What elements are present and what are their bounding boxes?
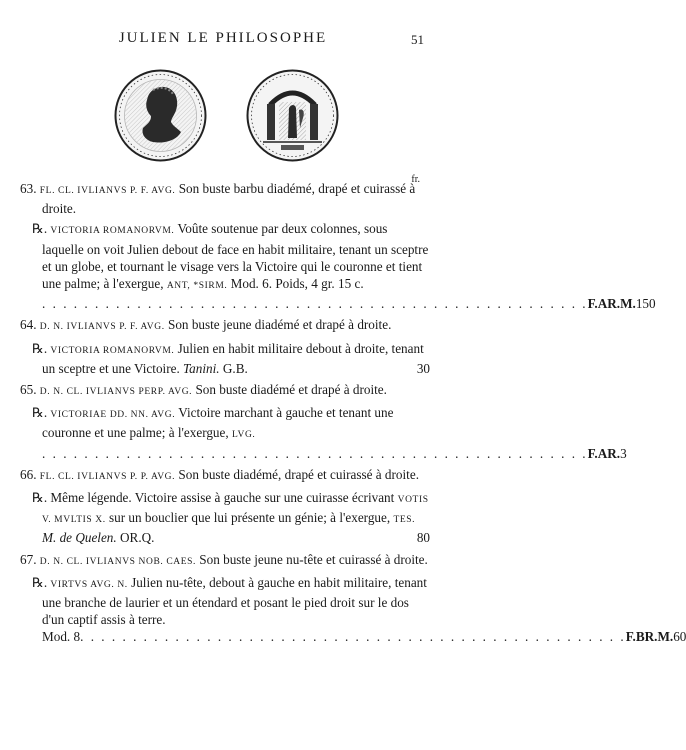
leader-line: . . . . . . . . . . . . . . . . . . . . . . . . . . . . . . . . . . . . . . . . . . . . . . . . . . . . F.AR. 3 (42, 445, 627, 461)
obverse-legend: D. N. CL. IVLIANVS NOB. CAES. (39, 556, 196, 567)
entry-obverse (20, 316, 430, 336)
reverse-mark: ℞. (32, 221, 48, 237)
obverse-description: Son buste diadémé, drapé et cuirassé à droite. (178, 466, 419, 482)
catalog-entry-67 (20, 551, 686, 646)
reverse-description: Julien en habit militaire debout à droite, tenant un sceptre et une Victoire. (42, 340, 424, 376)
reverse-mark: ℞. (32, 405, 48, 421)
entry-details: Mod. 6. Poids, 4 gr. 15 c. (230, 276, 364, 292)
price: 80 (416, 530, 430, 546)
reverse-mark: ℞. (32, 490, 48, 506)
reverse-description: Julien nu-tête, debout à gauche en habit militaire, tenant une branche de laurier et un étendard et posant le pied droit sur le dos d'un captif assis à terre. (42, 574, 427, 628)
obverse-legend: FL. CL. IVLIANVS P. F. AVG. (39, 186, 176, 196)
reverse-mark: ℞. (32, 340, 48, 356)
price: 30 (416, 360, 430, 376)
entry-reverse (20, 489, 430, 547)
reverse-legend: VICTORIAE DD. NN. AVG. (50, 410, 176, 421)
reverse-description: Même légende. Victoire assise à gauche sur une cuirasse écrivant (50, 490, 395, 506)
collection-name: Tanini. (183, 360, 220, 376)
metal-code: OR.Q. (120, 530, 155, 546)
entry-reverse (20, 220, 656, 312)
entry-obverse (20, 466, 430, 486)
page-number: 51 (411, 32, 424, 47)
obverse-description: Son buste barbu diadémé, drapé et cuirassé à droite. (42, 181, 416, 217)
catalog-entries (20, 180, 686, 650)
price-column-label: fr. (411, 174, 420, 185)
catalog-entry-64 (20, 316, 430, 377)
entry-number: 65. (20, 382, 37, 398)
entry-reverse (20, 574, 686, 646)
reverse-legend: VICTORIA ROMANORVM. (50, 226, 175, 237)
collection-name: M. de Quelen. (42, 530, 117, 546)
price: 3 (620, 445, 627, 461)
reverse-inscription: VOTIS V. MVLTIS X. (42, 495, 429, 526)
entry-reverse (20, 340, 430, 377)
catalog-entry-65 (20, 381, 627, 462)
obverse-legend: D. N. IVLIANVS P. F. AVG. (39, 322, 165, 333)
metal-code: F.AR.M. (587, 296, 636, 312)
entry-reverse (20, 404, 627, 462)
reverse-legend: VICTORIA ROMANORVM. (50, 345, 175, 356)
reverse-mark: ℞. (32, 574, 48, 590)
obverse-legend: FL. CL. IVLIANVS P. P. AVG. (39, 471, 176, 482)
entry-obverse (20, 551, 430, 571)
entry-obverse (20, 381, 430, 401)
metal-code: F.BR.M. (625, 629, 674, 645)
reverse-description: Voûte soutenue par deux colonnes, sous laquelle on voit Julien debout de face en habit militaire, tenant un sceptre et un globe, et tournant le visage vers la Victoire qui le couronne et tient une palme; à l'exergue, (42, 221, 429, 292)
metal-code: G.B. (222, 360, 248, 376)
coin-reverse-icon (245, 68, 340, 163)
obverse-description: Son buste diadémé et drapé à droite. (195, 382, 387, 398)
entry-number: 67. (20, 551, 37, 567)
reverse-legend: VIRTVS AVG. N. (50, 579, 128, 590)
reverse-description-cont: sur un bouclier que lui présente un génie; à l'exergue, (108, 510, 391, 526)
leader-line: Mod. 8 . . . . . . . . . . . . . . . . . . . . . . . . . . . . . . . . . . . . . . . . . . . . . . . . . . . . F.BR.M. 60 (42, 629, 686, 645)
obverse-description: Son buste jeune nu-tête et cuirassé à droite. (199, 551, 428, 567)
entry-obverse (20, 180, 430, 217)
exergue: LVG. (231, 430, 256, 441)
page-title: JULIEN LE PHILOSOPHE (118, 30, 328, 46)
entry-number: 66. (20, 466, 37, 482)
catalog-entry-66 (20, 466, 430, 547)
price: 150 (635, 296, 656, 312)
leader-line: . . . . . . . . . . . . . . . . . . . . . . . . . . . . . . . . . . . . . . . . . . . . . . . . . . . . F.AR.M. 150 (42, 296, 656, 312)
obverse-legend: D. N. CL. IVLIANVS PERP. AVG. (39, 387, 193, 398)
entry-number: 63. (20, 181, 37, 196)
entry-details: Mod. 8 (42, 629, 81, 645)
metal-code: F.AR. (587, 445, 621, 461)
price: 60 (673, 629, 686, 645)
coin-obverse-icon (113, 68, 208, 163)
exergue: TES. (393, 515, 416, 526)
catalog-entry-63 (20, 180, 656, 312)
obverse-description: Son buste jeune diadémé et drapé à droite. (168, 317, 392, 333)
entry-number: 64. (20, 317, 37, 333)
exergue: ANT, *SIRM. (166, 281, 228, 292)
reverse-description: Victoire marchant à gauche et tenant une couronne et une palme; à l'exergue, (42, 405, 394, 441)
